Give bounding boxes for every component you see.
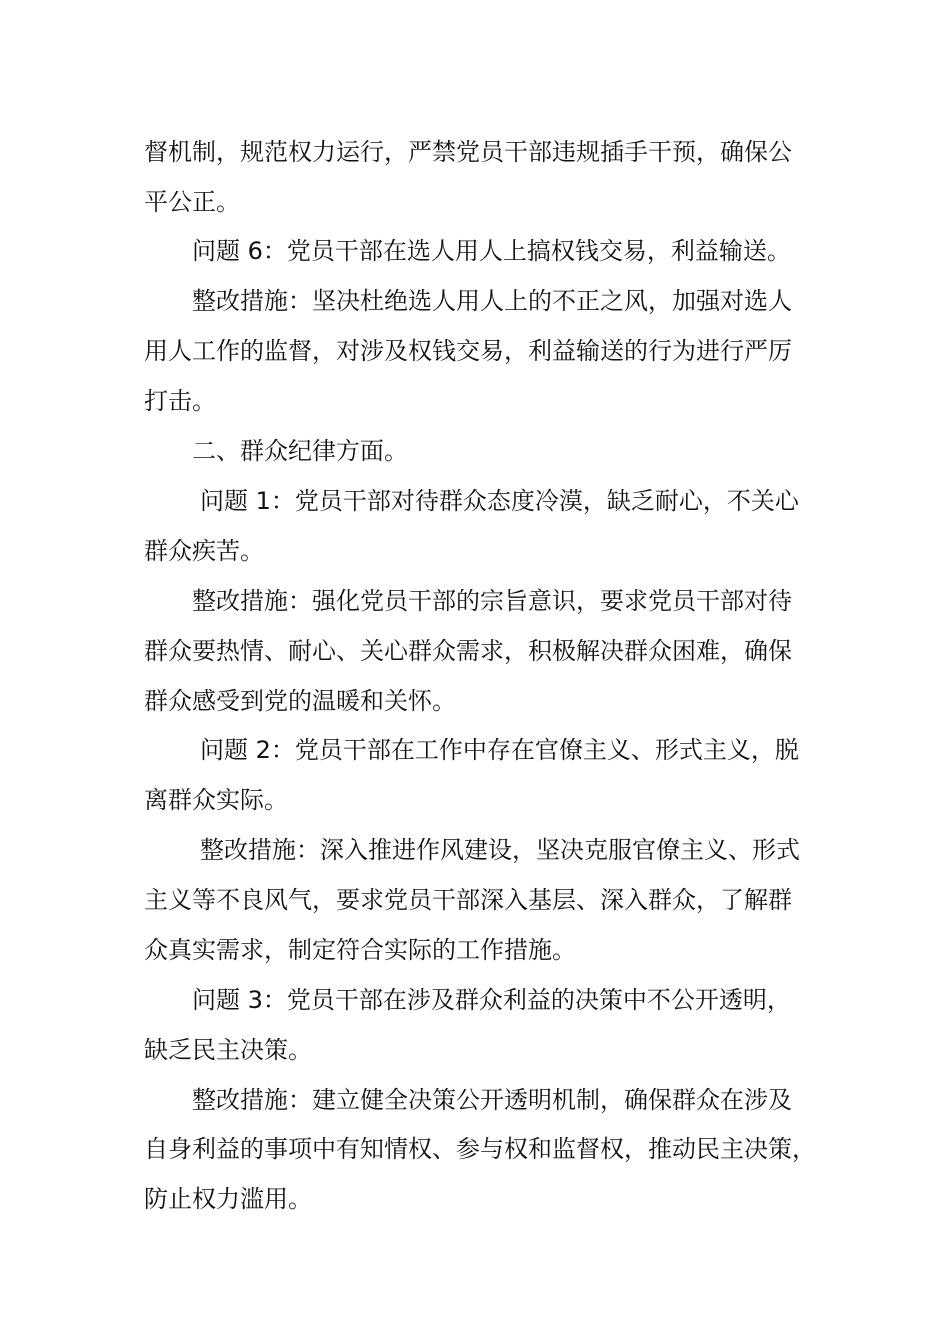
text-line: 整改措施：建立健全决策公开透明机制，确保群众在涉及 bbox=[192, 1086, 792, 1114]
text-line: 自身利益的事项中有知情权、参与权和监督权，推动民主决策， bbox=[144, 1135, 816, 1163]
text-line: 缺乏民主决策。 bbox=[144, 1036, 312, 1064]
text-line: 问题 2：党员干部在工作中存在官僚主义、形式主义，脱 bbox=[200, 736, 799, 764]
text-line: 群众要热情、耐心、关心群众需求，积极解决群众困难，确保 bbox=[144, 637, 792, 665]
text-line: 用人工作的监督，对涉及权钱交易，利益输送的行为进行严厉 bbox=[144, 337, 792, 365]
text-line: 防止权力滥用。 bbox=[144, 1185, 312, 1213]
text-line: 问题 3：党员干部在涉及群众利益的决策中不公开透明， bbox=[192, 986, 791, 1014]
text-line: 主义等不良风气，要求党员干部深入基层、深入群众，了解群 bbox=[144, 886, 792, 914]
text-line: 问题 6：党员干部在选人用人上搞权钱交易，利益输送。 bbox=[192, 237, 791, 265]
text-line: 整改措施：深入推进作风建设，坚决克服官僚主义、形式 bbox=[200, 836, 800, 864]
text-line: 群众感受到党的温暖和关怀。 bbox=[144, 687, 456, 715]
text-line: 问题 1：党员干部对待群众态度冷漠，缺乏耐心，不关心 bbox=[200, 487, 799, 515]
text-line: 众真实需求，制定符合实际的工作措施。 bbox=[144, 936, 576, 964]
text-line: 督机制，规范权力运行，严禁党员干部违规插手干预，确保公 bbox=[144, 138, 792, 166]
text-line: 群众疾苦。 bbox=[144, 537, 264, 565]
text-line: 整改措施：坚决杜绝选人用人上的不正之风，加强对选人 bbox=[192, 287, 792, 315]
text-line: 离群众实际。 bbox=[144, 786, 288, 814]
text-line: 打击。 bbox=[144, 387, 216, 415]
section-heading: 二、群众纪律方面。 bbox=[192, 437, 408, 465]
text-line: 整改措施：强化党员干部的宗旨意识，要求党员干部对待 bbox=[192, 587, 792, 615]
text-line: 平公正。 bbox=[144, 188, 240, 216]
